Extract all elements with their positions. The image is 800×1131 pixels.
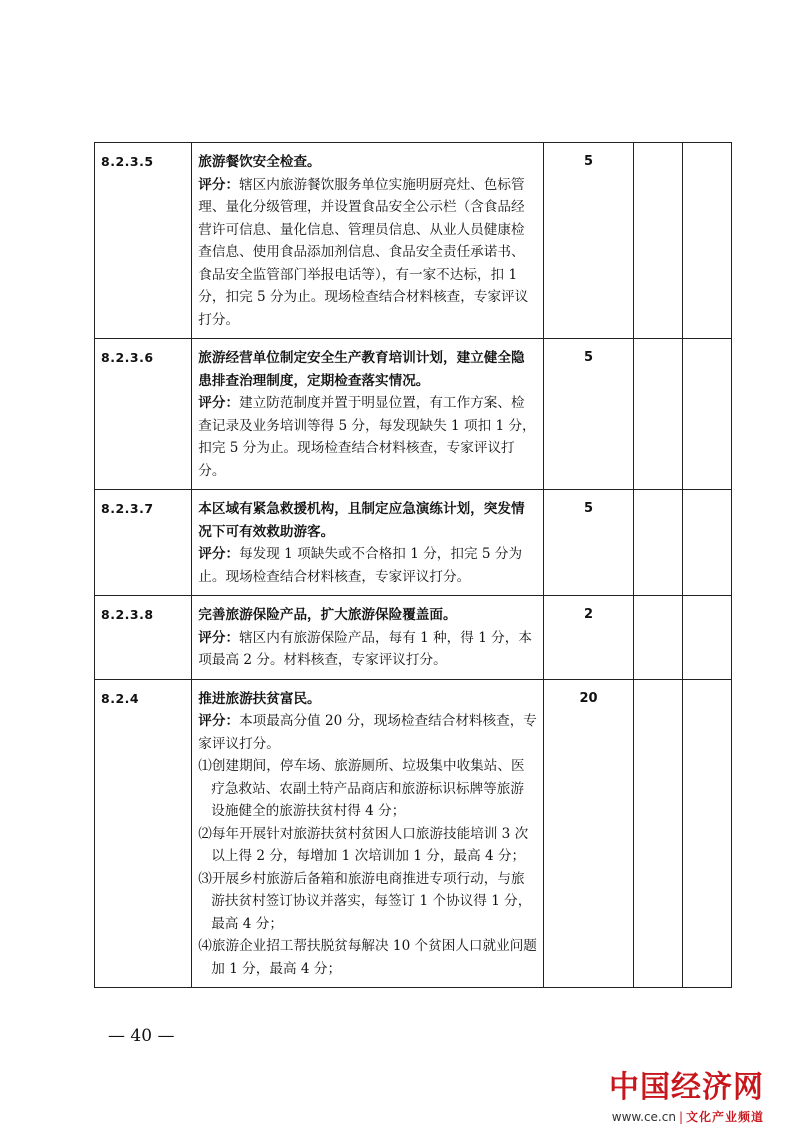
item-score: 5 — [544, 339, 633, 490]
blank-cell — [633, 596, 682, 680]
blank-cell — [682, 679, 731, 988]
sub-item: ⑴创建期间，停车场、旅游厕所、垃圾集中收集站、医疗急救站、农副土特产品商店和旅游标识标牌等旅游设施健全的旅游扶贫村得 4 分； — [198, 758, 525, 819]
brand-url: www.ce.cn — [611, 1110, 676, 1124]
brand-subline — [609, 1108, 764, 1125]
item-title: 完善旅游保险产品，扩大旅游保险覆盖面。 — [198, 607, 457, 623]
brand-logo: 中国经济网 — [609, 1070, 764, 1105]
sub-item: ⑷旅游企业招工帮扶脱贫每解决 10 个贫困人口就业问题加 1 分，最高 4 分； — [198, 938, 537, 977]
item-score: 5 — [544, 490, 633, 596]
item-content — [192, 339, 544, 490]
blank-cell — [633, 143, 682, 339]
table-row — [95, 490, 732, 596]
table-row — [95, 143, 732, 339]
item-title: 旅游经营单位制定安全生产教育培训计划，建立健全隐患排查治理制度，定期检查落实情况。 — [198, 350, 525, 389]
criteria-label: 评分： — [198, 176, 240, 193]
criteria-label: 评分： — [198, 395, 240, 411]
blank-cell — [682, 143, 731, 339]
criteria-label: 评分： — [198, 713, 240, 729]
blank-cell — [633, 490, 682, 596]
blank-cell — [682, 596, 731, 680]
criteria-label: 评分： — [198, 546, 240, 562]
table-row — [95, 596, 732, 680]
watermark-logo — [609, 1062, 764, 1125]
table-row — [95, 339, 732, 490]
item-code: 8.2.4 — [95, 679, 192, 988]
criteria-text: 本项最高分值 20 分，现场检查结合材料核查，专家评议打分。 — [198, 713, 537, 752]
item-code: 8.2.3.7 — [95, 490, 192, 596]
criteria-label: 评分： — [198, 629, 240, 646]
brand-separator: | — [678, 1110, 683, 1124]
item-score: 2 — [544, 596, 633, 680]
item-code: 8.2.3.5 — [95, 143, 192, 339]
sub-item: ⑶开展乡村旅游后备箱和旅游电商推进专项行动，与旅游扶贫村签订协议并落实，每签订 1 个协议得 1 分，最高 4 分； — [198, 870, 532, 932]
criteria-text: 每发现 1 项缺失或不合格扣 1 分，扣完 5 分为止。现场检查结合材料核查，专家评议打分。 — [198, 546, 523, 585]
criteria-text: 辖区内有旅游保险产品，每有 1 种，得 1 分，本项最高 2 分。材料核查，专家评议打分。 — [198, 629, 532, 668]
item-content — [192, 679, 544, 988]
page-number: — 40 — — [108, 1026, 175, 1046]
criteria-text: 辖区内旅游餐饮服务单位实施明厨亮灶、色标管理、量化分级管理，并设置食品安全公示栏（含食品经营许可信息、量化信息、管理员信息、从业人员健康检查信息、使用食品添加剂信息、食品安全责任承诺书、食品安全监管部门举报电话等），有一家不达标，扣 1 分，扣完 5 分为止。现场检查结合材料核查，专家评议打分。 — [198, 176, 529, 328]
item-title: 本区域有紧急救援机构，且制定应急演练计划，突发情况下可有效救助游客。 — [198, 501, 525, 540]
item-code: 8.2.3.6 — [95, 339, 192, 490]
table-row — [95, 679, 732, 988]
item-title: 推进旅游扶贫富民。 — [198, 690, 321, 707]
criteria-text: 建立防范制度并置于明显位置，有工作方案、检查记录及业务培训等得 5 分，每发现缺失 1 项扣 1 分，扣完 5 分为止。现场检查结合材料核查，专家评议打分。 — [198, 395, 536, 479]
sub-item: ⑵每年开展针对旅游扶贫村贫困人口旅游技能培训 3 次以上得 2 分，每增加 1 次培训加 1 分，最高 4 分； — [198, 825, 529, 864]
blank-cell — [633, 339, 682, 490]
item-title: 旅游餐饮安全检查。 — [198, 154, 321, 170]
item-score: 20 — [544, 679, 633, 988]
blank-cell — [682, 490, 731, 596]
blank-cell — [633, 679, 682, 988]
item-content — [192, 143, 544, 339]
item-score: 5 — [544, 143, 633, 339]
item-code: 8.2.3.8 — [95, 596, 192, 680]
standards-table — [94, 142, 732, 988]
blank-cell — [682, 339, 731, 490]
item-content — [192, 596, 544, 680]
item-content — [192, 490, 544, 596]
brand-channel: 文化产业频道 — [685, 1110, 764, 1124]
